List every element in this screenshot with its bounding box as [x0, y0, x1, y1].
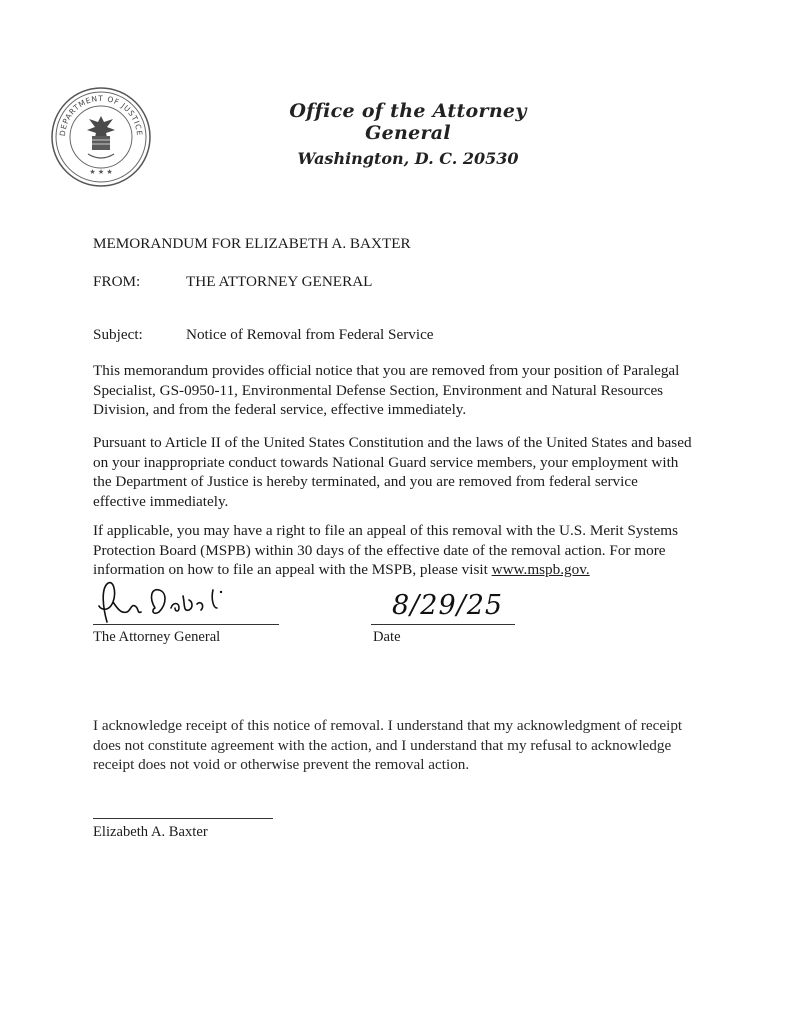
- body-paragraph-1: This memorandum provides official notice that you are removed from your position of Paralegal Specialist, GS-0950-11, Environmental Defense Section, Environment and Natural Resources Division, and from the federal service, effective immediately.: [93, 362, 680, 419]
- office-location: Washington, D. C. 20530: [297, 149, 519, 168]
- date-label: Date: [373, 629, 401, 645]
- employee-name: Elizabeth A. Baxter: [93, 824, 208, 840]
- subject-value: Notice of Removal from Federal Service: [186, 326, 434, 343]
- office-title: Office of the Attorney General: [289, 100, 527, 144]
- from-value: THE ATTORNEY GENERAL: [186, 273, 373, 290]
- mspb-link[interactable]: www.mspb.gov.: [491, 561, 590, 579]
- appeal-text: If applicable, you may have a right to file an appeal of this removal with the U.S. Merit Systems Protection Board (MSPB) within 30 days of the effective date of the removal action. For more information on how to file an appeal with the MSPB, please visit: [93, 522, 678, 579]
- letterhead: [258, 100, 558, 168]
- date-line: [371, 624, 515, 625]
- body-paragraph-2: Pursuant to Article II of the United States Constitution and the laws of the United States and based on your inappropriate conduct towards National Guard service members, your employment with the Department of Justice is hereby terminated, and you are removed from federal service effective immediately.: [93, 434, 692, 511]
- seal-text: DEPARTMENT OF JUSTICE: [57, 93, 145, 137]
- doj-seal: [50, 86, 152, 188]
- subject-label: Subject:: [93, 326, 143, 343]
- acknowledgment-text: I acknowledge receipt of this notice of removal. I understand that my acknowledgment of receipt does not constitute agreement with the action, and I understand that my refusal to acknowledge receipt does not void or otherwise prevent the removal action.: [93, 717, 683, 774]
- ag-signature: [93, 578, 283, 626]
- memo-to-line: MEMORANDUM FOR ELIZABETH A. BAXTER: [93, 235, 411, 252]
- employee-signature-line[interactable]: [93, 818, 273, 819]
- handwritten-date: 8/29/25: [392, 590, 504, 621]
- ag-label: The Attorney General: [93, 629, 221, 645]
- from-label: FROM:: [93, 273, 141, 290]
- body-paragraph-3: [93, 521, 693, 580]
- svg-text:★ ★ ★: ★ ★ ★: [89, 168, 113, 176]
- ag-signature-line: [93, 624, 279, 625]
